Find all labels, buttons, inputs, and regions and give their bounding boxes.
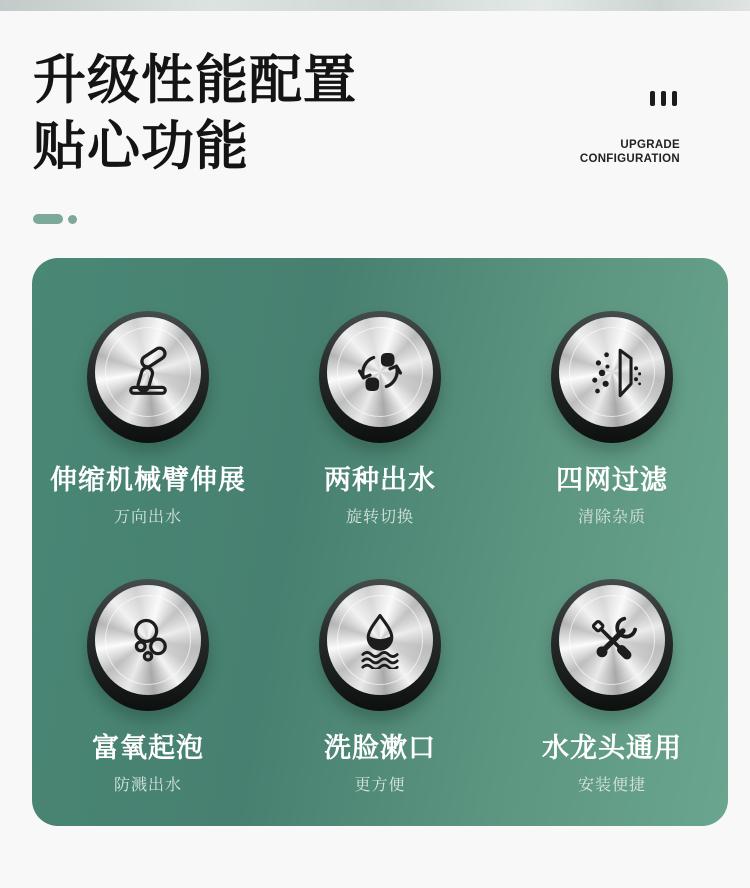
water-drop-waves-icon [351, 611, 409, 669]
english-subtitle [580, 138, 680, 166]
accent-pill [33, 214, 63, 224]
feature-title: 伸缩机械臂伸展 [50, 465, 246, 495]
feature-extendable-arm [32, 311, 264, 528]
feature-subtitle: 旋转切换 [345, 509, 414, 526]
feature-four-mesh-filter [496, 311, 728, 528]
page-title [33, 48, 357, 180]
feature-row-2 [32, 579, 728, 796]
metal-badge [319, 311, 441, 443]
triple-bars-icon [650, 91, 677, 106]
feature-oxygen-bubbles [32, 579, 264, 796]
feature-title: 洗脸漱口 [324, 733, 436, 763]
accent-dot [68, 215, 77, 224]
title-accent-marks [33, 214, 77, 224]
page-title-line2: 贴心功能 [33, 117, 249, 176]
metal-badge [551, 311, 673, 443]
rotate-switch-icon [351, 343, 409, 401]
metal-badge [87, 311, 209, 443]
feature-row-1 [32, 311, 728, 528]
features-panel [32, 258, 728, 826]
feature-universal-fit [496, 579, 728, 796]
tools-icon [583, 611, 641, 669]
metal-badge [551, 579, 673, 711]
feature-title: 两种出水 [324, 465, 436, 495]
feature-subtitle: 清除杂质 [577, 509, 646, 526]
english-subtitle-line1: UPGRADE [620, 139, 680, 151]
robotic-arm-icon [119, 343, 177, 401]
top-photo-strip [0, 0, 750, 11]
english-subtitle-line2: CONFIGURATION [579, 153, 680, 165]
bubbles-icon [119, 611, 177, 669]
filter-mesh-icon [583, 343, 641, 401]
feature-title: 富氧起泡 [92, 733, 204, 763]
metal-badge [87, 579, 209, 711]
page-title-line1: 升级性能配置 [33, 51, 357, 110]
feature-subtitle: 万向出水 [113, 509, 182, 526]
feature-face-wash [264, 579, 496, 796]
feature-subtitle: 更方便 [354, 777, 406, 794]
metal-badge [319, 579, 441, 711]
feature-subtitle: 安装便捷 [577, 777, 646, 794]
feature-title: 水龙头通用 [542, 733, 682, 763]
feature-subtitle: 防溅出水 [113, 777, 182, 794]
feature-two-spray-modes [264, 311, 496, 528]
feature-title: 四网过滤 [556, 465, 668, 495]
